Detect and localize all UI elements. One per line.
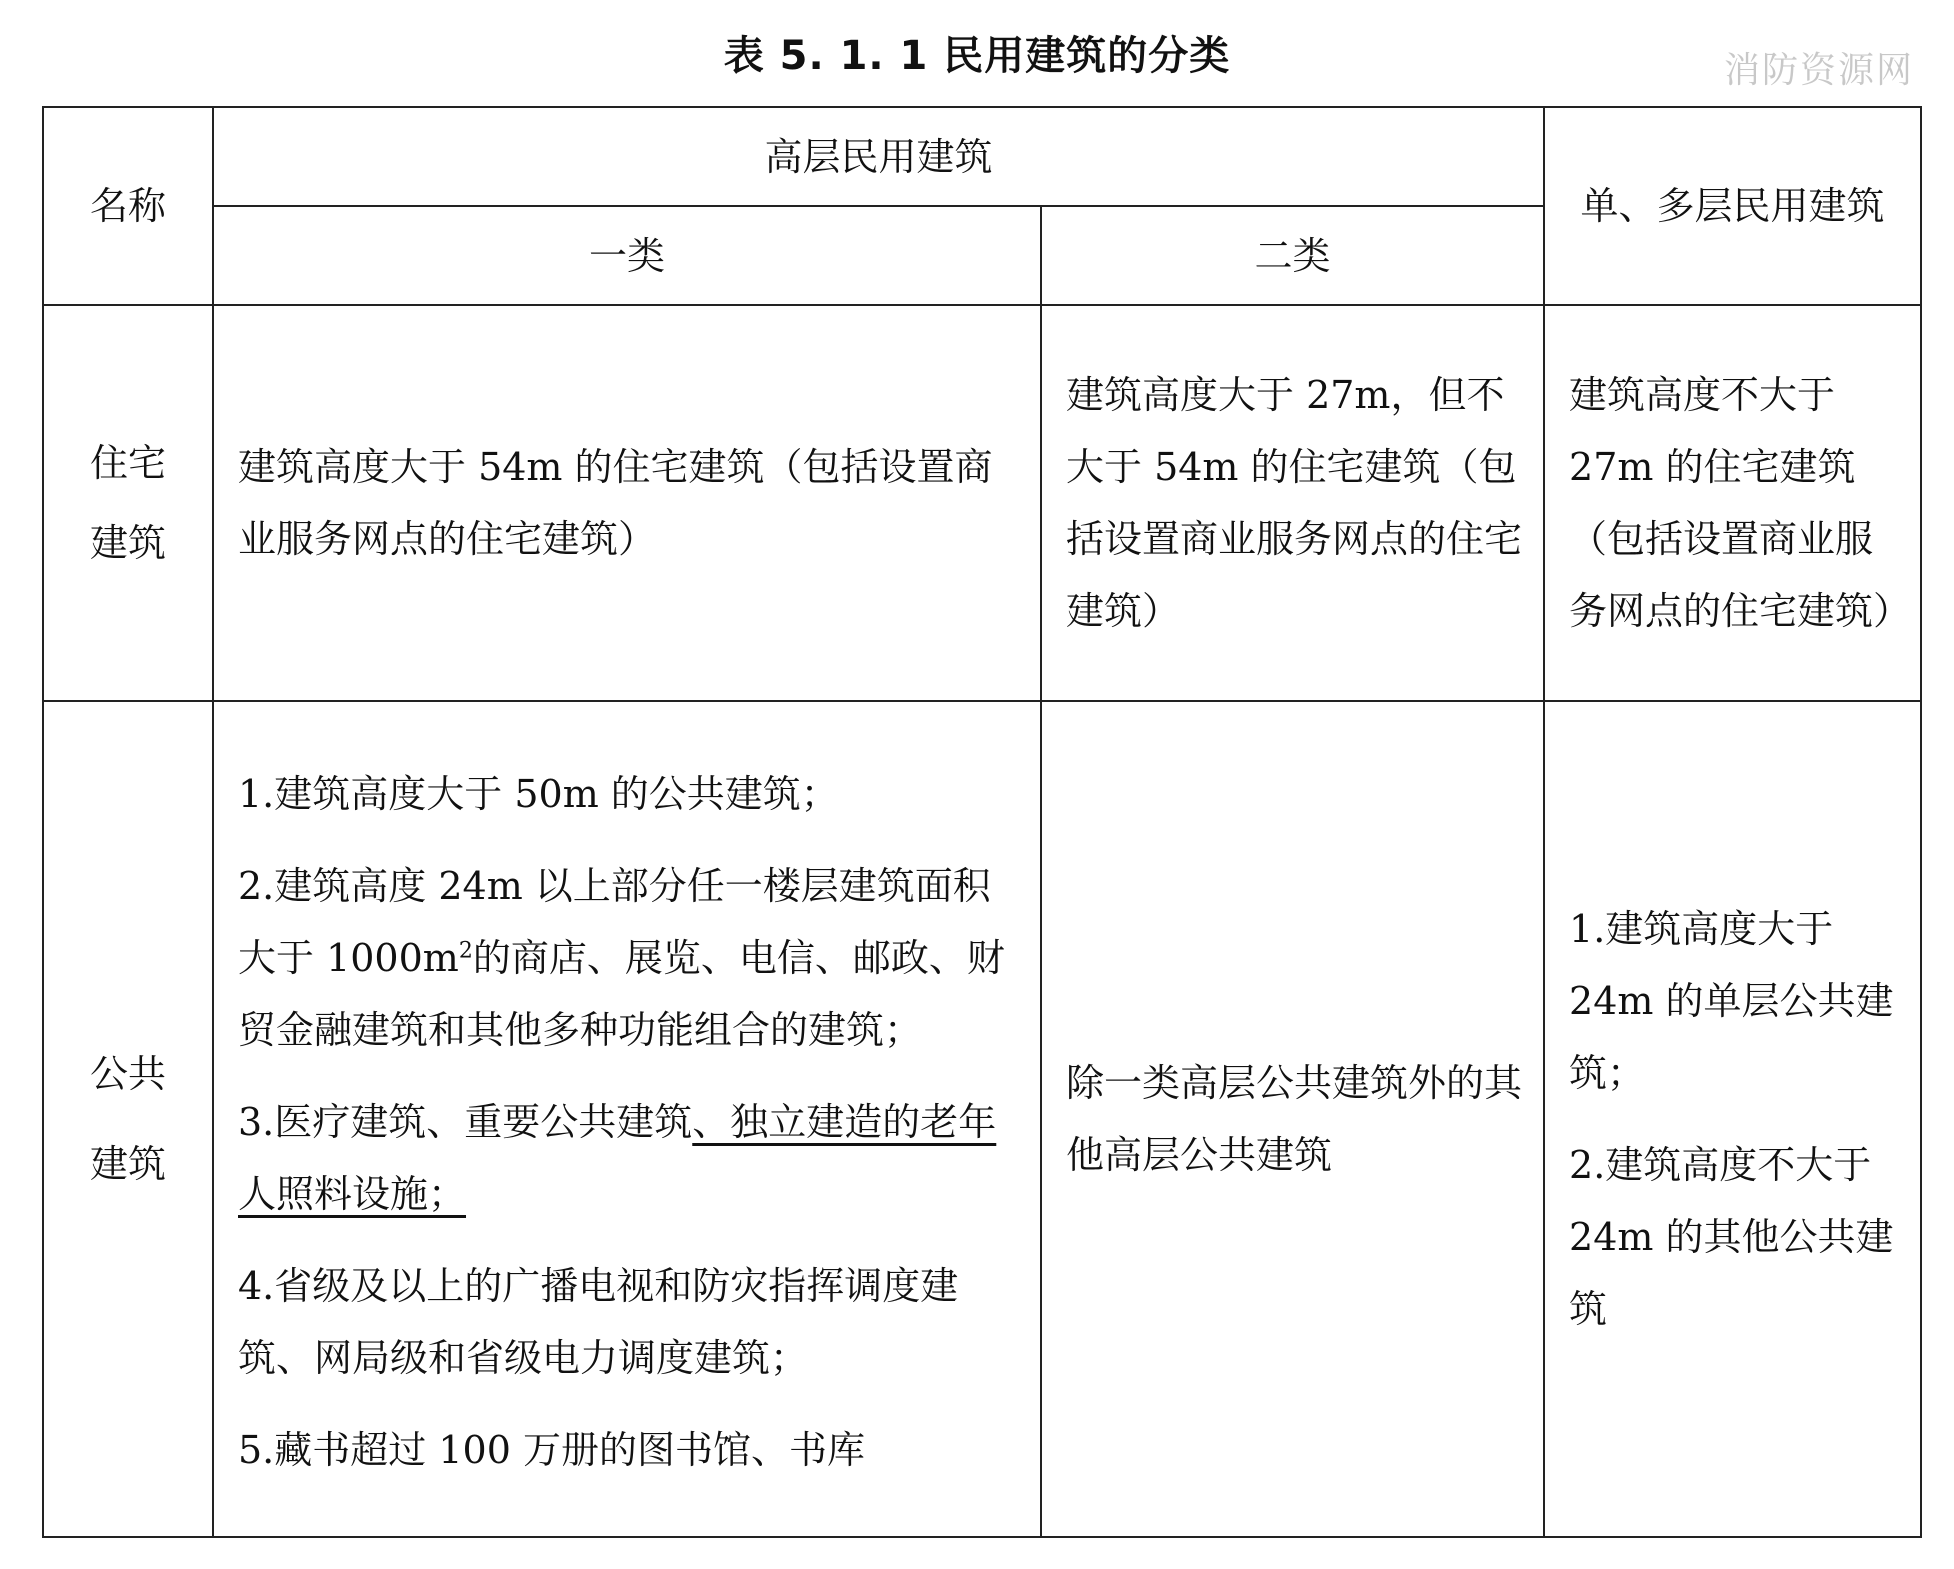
public-low-multi-cell [1544, 701, 1921, 1537]
public-class-one-item-4: 4.省级及以上的广播电视和防灾指挥调度建筑、网局级和省级电力调度建筑； [238, 1264, 959, 1380]
table-row-residential [43, 305, 1921, 701]
public-low-multi-item-2: 2.建筑高度不大于 24m 的其他公共建筑 [1569, 1143, 1894, 1331]
residential-low-multi-cell [1544, 305, 1921, 701]
header-class-two-cell [1041, 206, 1544, 305]
header-low-multi: 单、多层民用建筑 [1580, 184, 1885, 228]
header-class-one: 一类 [588, 233, 665, 278]
public-class-one-item-3-plain: 3.医疗建筑、重要公共建筑 [238, 1100, 693, 1144]
header-row-1 [43, 107, 1921, 206]
table-row-public [43, 701, 1921, 1537]
header-name: 名称 [89, 184, 166, 228]
header-high-rise-cell [213, 107, 1544, 206]
public-class-one-item-2-part-a: 2.建筑高度 24m 以上部分任一楼层建筑面积大于 1000m [238, 864, 991, 980]
public-class-one-item-3 [238, 1086, 1018, 1230]
residential-class-one-cell [213, 305, 1041, 701]
residential-class-two-text: 建筑高度大于 27m，但不大于 54m 的住宅建筑（包括设置商业服务网点的住宅建筑） [1066, 373, 1523, 633]
header-class-two: 二类 [1254, 233, 1331, 278]
residential-class-two-cell [1041, 305, 1544, 701]
residential-low-multi-text: 建筑高度不大于 27m 的住宅建筑（包括设置商业服务网点的住宅建筑） [1569, 373, 1912, 633]
residential-name: 住宅建筑 [89, 441, 166, 565]
public-name: 公共建筑 [89, 1052, 166, 1186]
watermark: 消防资源网 [1723, 50, 1914, 91]
header-name-cell [43, 107, 213, 305]
building-classification-table [42, 106, 1922, 1538]
header-high-rise: 高层民用建筑 [764, 134, 993, 179]
public-class-one-item-1: 1.建筑高度大于 50m 的公共建筑； [238, 772, 839, 816]
public-name-cell [43, 701, 213, 1537]
public-class-one-item-2 [238, 850, 1018, 1066]
public-class-one-cell [213, 701, 1041, 1537]
public-class-two-text: 除一类高层公共建筑外的其他高层公共建筑 [1066, 1061, 1523, 1177]
residential-name-cell [43, 305, 213, 701]
public-class-one-item-3-underlined: 、独立建造的老年人照料设施； [238, 1100, 997, 1216]
header-class-one-cell [213, 206, 1041, 305]
public-class-two-cell [1041, 701, 1544, 1537]
public-class-one-item-2-part-b: 的商店、展览、电信、邮政、财贸金融建筑和其他多种功能组合的建筑； [238, 936, 1005, 1052]
public-low-multi-item-1: 1.建筑高度大于 24m 的单层公共建筑； [1569, 907, 1894, 1095]
public-class-one-item-5: 5.藏书超过 100 万册的图书馆、书库 [238, 1428, 865, 1472]
residential-class-one-text: 建筑高度大于 54m 的住宅建筑（包括设置商业服务网点的住宅建筑） [238, 445, 993, 561]
superscript-two: 2 [458, 938, 473, 964]
table-title: 表 5. 1. 1 民用建筑的分类 [723, 33, 1231, 79]
header-low-multi-cell [1544, 107, 1921, 305]
